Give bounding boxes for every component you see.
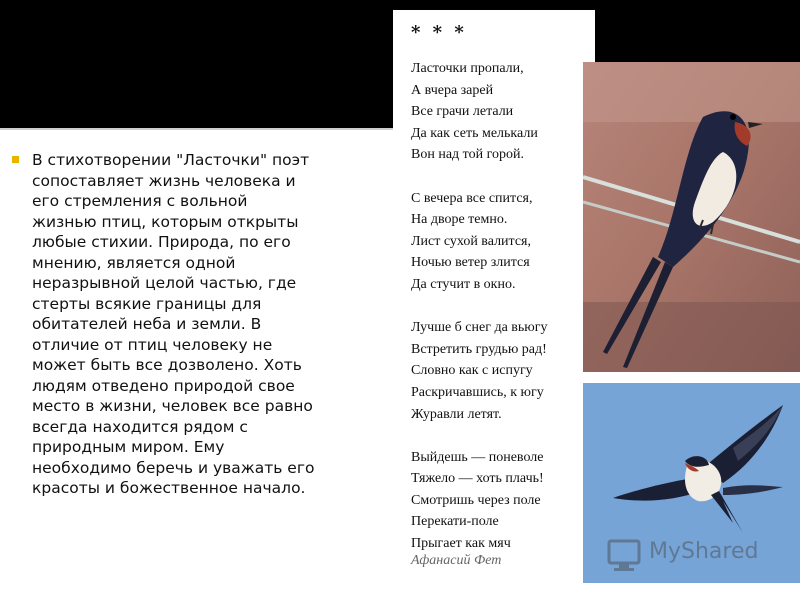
poem-text: Ласточки пропали, А вчера зарей Все грачи летали Да как сеть мелькали Вон над той горой. С вечера все спится, На дворе темно. Лист сухой валится, Ночью ветер злится Да стучит в окно. Лучше б снег да вьюгу Встретить грудью рад! Словно как с испугу Раскричавшись, к югу Журавли летят. Выйдешь — поневоле Тяжело — хоть плачь! Смотришь через поле Перекати-поле Прыгает как мяч	[411, 61, 548, 552]
swallow-on-wire-photo	[583, 62, 800, 372]
square-bullet-icon	[12, 156, 19, 163]
poem-title: * * *	[411, 22, 467, 43]
myshared-logo-icon	[605, 535, 645, 575]
watermark-text: MyShared	[649, 539, 759, 564]
slide-paragraph: В стихотворении "Ласточки" поэт сопоставляет жизнь человека и его стремления с вольной жизнью птиц, которым открыты любые стихии. Природа, по его мнению, является одной неразрывной целой частью, где стерты всякие границы для обитателей неба и земли. В отличие от птиц человеку не может быть все дозволено. Хоть людям отведено природой свое место в жизни, человек все равно всегда находится рядом с природным миром. Ему необходимо беречь и уважать его красоты и божественное начало.	[32, 151, 315, 497]
watermark	[605, 535, 775, 575]
divider-line	[0, 128, 395, 130]
poem-author: Афанасий Фет	[411, 553, 502, 568]
poem-card	[393, 10, 595, 600]
